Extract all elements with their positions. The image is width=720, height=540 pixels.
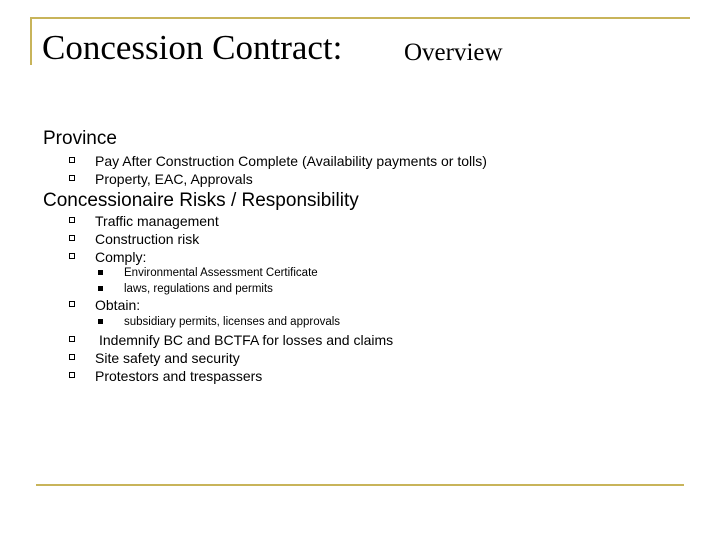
list-item-text: Indemnify BC and BCTFA for losses and claims [99, 332, 394, 348]
list-item-text: Site safety and security [95, 350, 240, 366]
filled-square-bullet-icon [98, 286, 103, 291]
list-item-text: Property, EAC, Approvals [95, 171, 253, 187]
filled-square-bullet-icon [98, 319, 103, 324]
hollow-square-bullet-icon [69, 235, 75, 241]
hollow-square-bullet-icon [69, 217, 75, 223]
hollow-square-bullet-icon [69, 336, 75, 342]
sub-list-item-text: laws, regulations and permits [124, 283, 273, 295]
list-item-text: Pay After Construction Complete (Availability payments or tolls) [95, 153, 487, 169]
sub-list-item-text: Environmental Assessment Certificate [124, 267, 318, 279]
slide-title: Concession Contract: [42, 28, 343, 67]
list-item-text: Protestors and trespassers [95, 368, 263, 384]
section-heading-concessionaire: Concessionaire Risks / Responsibility [43, 190, 359, 211]
hollow-square-bullet-icon [69, 253, 75, 259]
hollow-square-bullet-icon [69, 157, 75, 163]
bottom-rule [36, 484, 684, 486]
slide-subtitle: Overview [404, 39, 503, 66]
list-item-text: Comply: [95, 249, 147, 265]
list-item-text: Traffic management [95, 213, 219, 229]
list-item-text: Construction risk [95, 231, 200, 247]
top-rule [30, 17, 690, 19]
filled-square-bullet-icon [98, 270, 103, 275]
list-item-text: Obtain: [95, 297, 141, 313]
left-rule [30, 17, 32, 65]
sub-list-item-text: subsidiary permits, licenses and approvals [124, 316, 341, 328]
section-heading-province: Province [43, 128, 117, 149]
hollow-square-bullet-icon [69, 354, 75, 360]
hollow-square-bullet-icon [69, 301, 75, 307]
hollow-square-bullet-icon [69, 175, 75, 181]
hollow-square-bullet-icon [69, 372, 75, 378]
